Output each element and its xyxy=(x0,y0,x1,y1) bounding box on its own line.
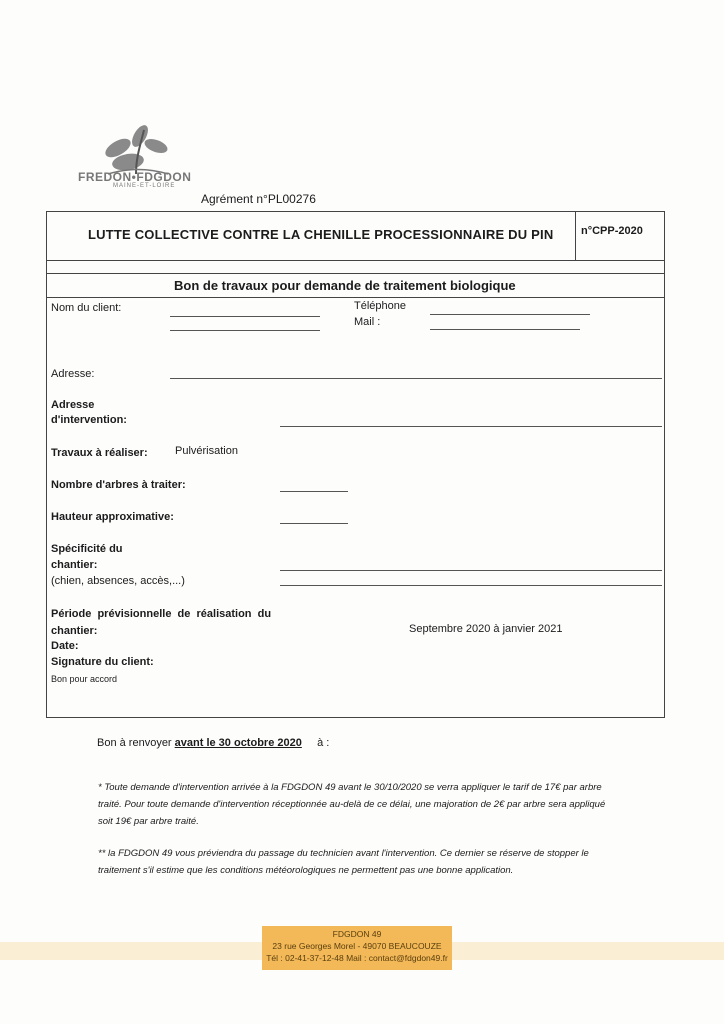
title-divider-2 xyxy=(47,273,664,274)
period-label-1: Période prévisionnelle de réalisation du xyxy=(51,608,272,620)
tree-count-line[interactable] xyxy=(280,491,348,492)
return-instruction xyxy=(97,737,329,749)
intervention-address-label-1: Adresse xyxy=(51,399,95,411)
form-title: LUTTE COLLECTIVE CONTRE LA CHENILLE PROCESSIONNAIRE DU PIN xyxy=(88,227,554,242)
logo-name: FREDON•FDGDON xyxy=(78,170,192,184)
intervention-address-line[interactable] xyxy=(280,426,662,427)
mail-line[interactable] xyxy=(430,329,580,330)
approval-label: Bon pour accord xyxy=(51,674,118,684)
site-specifics-hint: (chien, absences, accès,...) xyxy=(51,575,185,587)
site-specifics-line-1[interactable] xyxy=(280,570,662,571)
technician-note: ** la FDGDON 49 vous préviendra du passage du technicien avant l'intervention. Ce dernier se réserve de stopper le traitement s'il estime que les conditions météorologiques ne permettent pas une bonne application. xyxy=(98,848,589,876)
client-name-line-2[interactable] xyxy=(170,330,320,331)
work-value: Pulvérisation xyxy=(175,445,238,457)
address-label: Adresse: xyxy=(51,368,95,380)
return-suffix: à : xyxy=(317,737,330,749)
work-label: Travaux à réaliser: xyxy=(51,447,148,459)
client-name-label: Nom du client: xyxy=(51,302,122,314)
footer-phone-mail: Tél : 02-41-37-12-48 Mail : contact@fdgdon49.fr xyxy=(266,953,448,963)
form-code: n°CPP-2020 xyxy=(581,225,643,237)
date-label: Date: xyxy=(51,640,79,652)
code-divider xyxy=(575,212,576,260)
pricing-note: * Toute demande d'intervention arrivée à la FDGDON 49 avant le 30/10/2020 se verra appliquer le tarif de 17€ par arbre traité. Pour toute demande d'intervention réceptionnée au-delà de ce délai, une majoration de 2€ par arbre sera appliqué soit 19€ par arbre traité. xyxy=(98,782,606,827)
height-line[interactable] xyxy=(280,523,348,524)
return-prefix: Bon à renvoyer xyxy=(97,737,175,749)
address-line[interactable] xyxy=(170,378,662,379)
site-specifics-label-2: chantier: xyxy=(51,559,98,571)
logo-subtitle: MAINE-ET-LOIRE xyxy=(113,183,176,189)
period-value: Septembre 2020 à janvier 2021 xyxy=(409,623,563,635)
leaf-icon xyxy=(78,118,198,178)
signature-label: Signature du client: xyxy=(51,656,154,668)
tree-count-label: Nombre d'arbres à traiter: xyxy=(51,479,186,491)
period-label-2: chantier: xyxy=(51,625,98,637)
form-subtitle: Bon de travaux pour demande de traitement biologique xyxy=(174,278,516,293)
subtitle-divider xyxy=(47,297,664,298)
return-deadline: avant le 30 octobre 2020 xyxy=(174,737,302,749)
telephone-label: Téléphone xyxy=(354,300,406,312)
height-label: Hauteur approximative: xyxy=(51,511,174,523)
intervention-address-label-2: d'intervention: xyxy=(51,414,127,426)
agrement-number: Agrément n°PL00276 xyxy=(201,192,316,206)
telephone-line[interactable] xyxy=(430,314,590,315)
title-divider xyxy=(47,260,664,261)
footer-org: FDGDON 49 xyxy=(332,929,382,939)
footer-address: 23 rue Georges Morel - 49070 BEAUCOUZE xyxy=(272,941,442,951)
client-name-line-1[interactable] xyxy=(170,316,320,317)
footer-contact xyxy=(262,928,452,964)
site-specifics-line-2[interactable] xyxy=(280,585,662,586)
mail-label: Mail : xyxy=(354,316,381,328)
site-specifics-label-1: Spécificité du xyxy=(51,543,123,555)
